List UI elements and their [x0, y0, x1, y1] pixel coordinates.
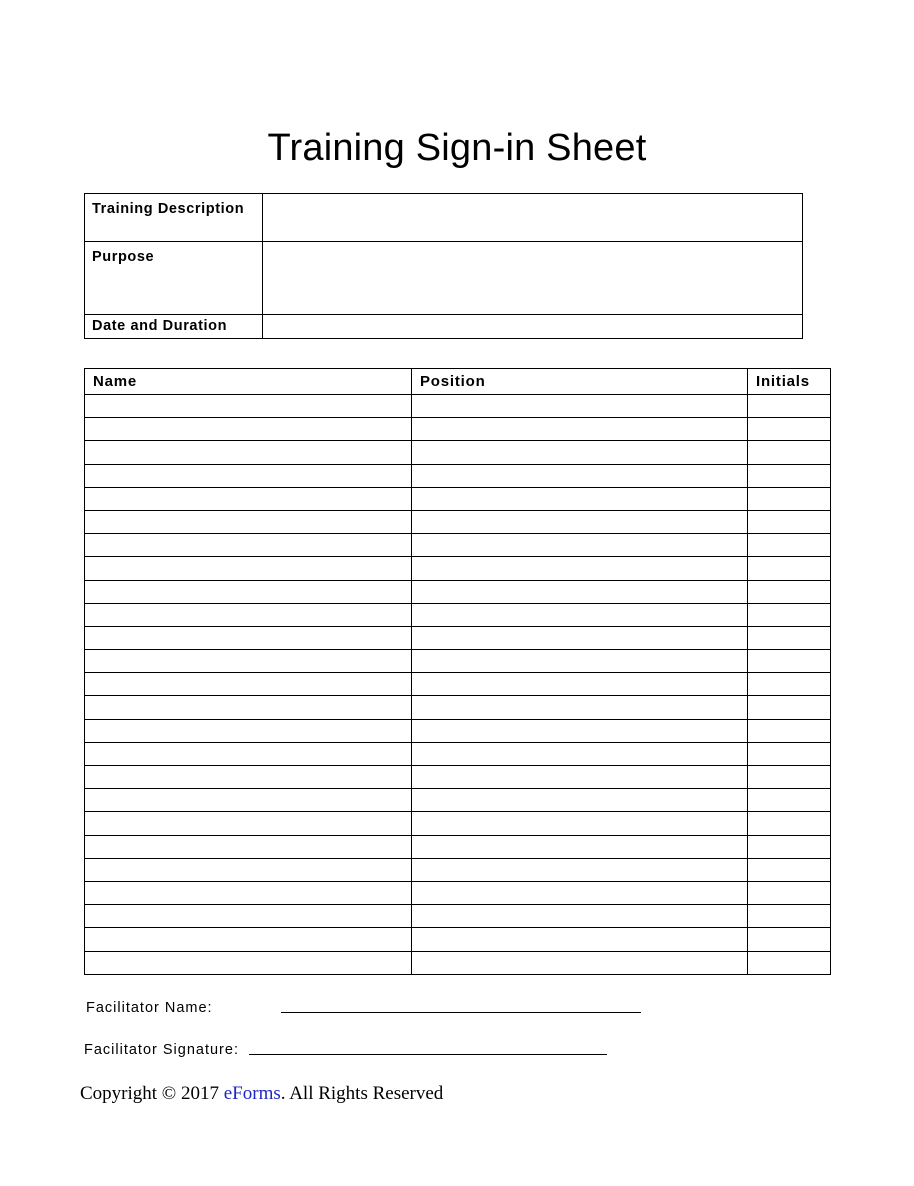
cell-name[interactable]: [85, 881, 412, 904]
cell-name[interactable]: [85, 789, 412, 812]
cell-initials[interactable]: [748, 951, 831, 974]
table-row: [85, 719, 831, 742]
cell-position[interactable]: [412, 510, 748, 533]
cell-position[interactable]: [412, 441, 748, 464]
cell-initials[interactable]: [748, 858, 831, 881]
table-header-row: [85, 369, 831, 395]
cell-name[interactable]: [85, 650, 412, 673]
cell-initials[interactable]: [748, 395, 831, 418]
table-row: [85, 696, 831, 719]
cell-initials[interactable]: [748, 928, 831, 951]
cell-name[interactable]: [85, 766, 412, 789]
cell-initials[interactable]: [748, 534, 831, 557]
cell-name[interactable]: [85, 603, 412, 626]
cell-initials[interactable]: [748, 905, 831, 928]
copyright-suffix: . All Rights Reserved: [280, 1083, 444, 1104]
cell-name[interactable]: [85, 510, 412, 533]
cell-initials[interactable]: [748, 580, 831, 603]
cell-name[interactable]: [85, 487, 412, 510]
column-header-position: Position: [412, 369, 748, 395]
table-row: [85, 673, 831, 696]
table-row: [85, 534, 831, 557]
table-row: [85, 242, 803, 315]
cell-position[interactable]: [412, 673, 748, 696]
cell-position[interactable]: [412, 534, 748, 557]
training-info-table: [84, 193, 803, 339]
cell-name[interactable]: [85, 395, 412, 418]
cell-position[interactable]: [412, 835, 748, 858]
facilitator-name-label: Facilitator Name:: [86, 1000, 213, 1016]
copyright-prefix: Copyright © 2017: [80, 1083, 224, 1104]
cell-initials[interactable]: [748, 835, 831, 858]
table-row: [85, 928, 831, 951]
cell-position[interactable]: [412, 557, 748, 580]
cell-position[interactable]: [412, 603, 748, 626]
cell-initials[interactable]: [748, 789, 831, 812]
cell-initials[interactable]: [748, 812, 831, 835]
copyright-notice: [80, 1083, 443, 1105]
signin-table-body: [85, 395, 831, 975]
table-row: [85, 881, 831, 904]
cell-name[interactable]: [85, 557, 412, 580]
cell-name[interactable]: [85, 626, 412, 649]
table-row: [85, 789, 831, 812]
cell-initials[interactable]: [748, 766, 831, 789]
cell-position[interactable]: [412, 766, 748, 789]
cell-initials[interactable]: [748, 742, 831, 765]
training-description-field[interactable]: [263, 194, 803, 242]
eforms-link[interactable]: eForms: [223, 1083, 281, 1104]
cell-position[interactable]: [412, 418, 748, 441]
cell-position[interactable]: [412, 858, 748, 881]
table-row: [85, 487, 831, 510]
table-row: [85, 766, 831, 789]
cell-initials[interactable]: [748, 464, 831, 487]
cell-name[interactable]: [85, 696, 412, 719]
table-row: [85, 603, 831, 626]
cell-name[interactable]: [85, 673, 412, 696]
cell-name[interactable]: [85, 534, 412, 557]
cell-initials[interactable]: [748, 696, 831, 719]
cell-name[interactable]: [85, 812, 412, 835]
cell-position[interactable]: [412, 742, 748, 765]
cell-name[interactable]: [85, 928, 412, 951]
table-row: [85, 742, 831, 765]
table-row: [85, 418, 831, 441]
cell-initials[interactable]: [748, 557, 831, 580]
table-row: [85, 557, 831, 580]
table-row: [85, 441, 831, 464]
signin-table: [84, 368, 831, 975]
table-row: [85, 835, 831, 858]
cell-position[interactable]: [412, 951, 748, 974]
cell-position[interactable]: [412, 719, 748, 742]
date-duration-field[interactable]: [263, 315, 803, 339]
cell-name[interactable]: [85, 858, 412, 881]
cell-position[interactable]: [412, 626, 748, 649]
cell-position[interactable]: [412, 464, 748, 487]
table-row: [85, 858, 831, 881]
date-duration-label: Date and Duration: [85, 315, 263, 339]
cell-name[interactable]: [85, 905, 412, 928]
table-row: [85, 510, 831, 533]
column-header-initials: Initials: [748, 369, 831, 395]
purpose-label: Purpose: [85, 242, 263, 315]
cell-position[interactable]: [412, 395, 748, 418]
cell-position[interactable]: [412, 789, 748, 812]
table-row: [85, 626, 831, 649]
table-row: [85, 812, 831, 835]
page-title: Training Sign-in Sheet: [267, 127, 647, 170]
facilitator-name-input-line[interactable]: [281, 1012, 641, 1014]
cell-initials[interactable]: [748, 441, 831, 464]
cell-position[interactable]: [412, 905, 748, 928]
cell-name[interactable]: [85, 464, 412, 487]
cell-initials[interactable]: [748, 418, 831, 441]
cell-initials[interactable]: [748, 650, 831, 673]
cell-name[interactable]: [85, 742, 412, 765]
table-row: [85, 464, 831, 487]
cell-initials[interactable]: [748, 881, 831, 904]
table-row: [85, 315, 803, 339]
cell-position[interactable]: [412, 928, 748, 951]
cell-position[interactable]: [412, 650, 748, 673]
table-row: [85, 194, 803, 242]
training-description-label: Training Description: [85, 194, 263, 242]
column-header-name: Name: [85, 369, 412, 395]
cell-initials[interactable]: [748, 719, 831, 742]
cell-initials[interactable]: [748, 487, 831, 510]
table-row: [85, 951, 831, 974]
cell-initials[interactable]: [748, 673, 831, 696]
cell-name[interactable]: [85, 835, 412, 858]
cell-initials[interactable]: [748, 603, 831, 626]
cell-name[interactable]: [85, 951, 412, 974]
purpose-field[interactable]: [263, 242, 803, 315]
table-row: [85, 395, 831, 418]
table-row: [85, 905, 831, 928]
cell-position[interactable]: [412, 696, 748, 719]
cell-position[interactable]: [412, 580, 748, 603]
facilitator-signature-label: Facilitator Signature:: [84, 1042, 239, 1058]
cell-position[interactable]: [412, 881, 748, 904]
cell-initials[interactable]: [748, 510, 831, 533]
table-row: [85, 580, 831, 603]
cell-initials[interactable]: [748, 626, 831, 649]
facilitator-signature-input-line[interactable]: [249, 1054, 607, 1056]
cell-name[interactable]: [85, 418, 412, 441]
cell-name[interactable]: [85, 719, 412, 742]
cell-name[interactable]: [85, 580, 412, 603]
cell-name[interactable]: [85, 441, 412, 464]
cell-position[interactable]: [412, 487, 748, 510]
cell-position[interactable]: [412, 812, 748, 835]
table-row: [85, 650, 831, 673]
